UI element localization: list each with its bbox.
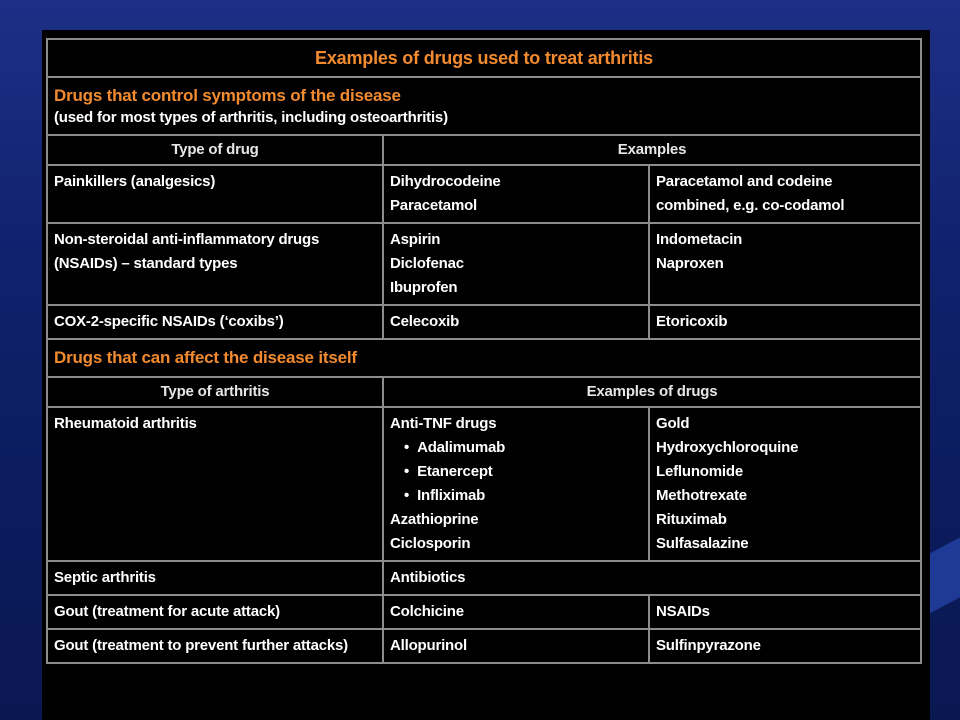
examples-cell (383, 165, 649, 223)
drug-name: Hydroxychloroquine (656, 439, 799, 456)
arthritis-type-cell: Gout (treatment for acute attack) (47, 595, 383, 629)
list-item: • Etanercept (404, 460, 642, 484)
drug-name: Azathioprine (390, 511, 479, 528)
examples-cell: Antibiotics (383, 561, 921, 595)
arthritis-type-cell: Gout (treatment to prevent further attacks) (47, 629, 383, 663)
drug-name: Aspirin (390, 231, 441, 248)
drug-name: Methotrexate (656, 487, 747, 504)
drug-name: Naproxen (656, 255, 724, 272)
section-symptoms-subtitle: (used for most types of arthritis, including osteoarthritis) (54, 109, 448, 126)
examples-cell (649, 223, 921, 305)
section-symptoms-heading (47, 77, 921, 135)
drug-name: Sulfasalazine (656, 535, 749, 552)
section-header-row (47, 339, 921, 377)
drug-name: Indometacin (656, 231, 743, 248)
column-header-examples-of-drugs: Examples of drugs (383, 377, 921, 407)
column-header-type-of-drug: Type of drug (47, 135, 383, 165)
examples-cell (383, 407, 649, 561)
column-header-type-of-arthritis: Type of arthritis (47, 377, 383, 407)
drug-name: Ciclosporin (390, 535, 471, 552)
drug-table-panel (42, 30, 930, 720)
examples-cell (649, 165, 921, 223)
examples-cell: Sulfinpyrazone (649, 629, 921, 663)
drug-name: Etoricoxib (656, 313, 728, 330)
table-row (47, 407, 921, 561)
drug-type-cell: Non-steroidal anti-inflammatory drugs (NSAIDs) – standard types (47, 223, 383, 305)
examples-cell (649, 305, 921, 339)
drug-name: Ibuprofen (390, 279, 458, 296)
drug-group-name: Anti-TNF drugs (390, 415, 497, 432)
drug-name: Rituximab (656, 511, 727, 528)
drug-name: Diclofenac (390, 255, 464, 272)
examples-cell (383, 223, 649, 305)
table-title: Examples of drugs used to treat arthritis (47, 39, 921, 77)
section-symptoms-title: Drugs that control symptoms of the disease (54, 86, 401, 105)
drug-name: Paracetamol and codeine (656, 173, 833, 190)
arthritis-type-cell: Septic arthritis (47, 561, 383, 595)
table-row (47, 305, 921, 339)
table-row (47, 165, 921, 223)
drug-name: Leflunomide (656, 463, 743, 480)
table-row (47, 561, 921, 595)
drug-name: Dihydrocodeine (390, 173, 501, 190)
table-row (47, 629, 921, 663)
anti-tnf-list (390, 436, 642, 508)
drug-name: Celecoxib (390, 313, 460, 330)
section-disease-heading: Drugs that can affect the disease itself (47, 339, 921, 377)
drug-name: Paracetamol (390, 197, 478, 214)
table-row (47, 223, 921, 305)
drug-type-cell: COX-2-specific NSAIDs (‘coxibs’) (47, 305, 383, 339)
table-row (47, 595, 921, 629)
examples-cell: Colchicine (383, 595, 649, 629)
examples-cell: NSAIDs (649, 595, 921, 629)
drug-type-cell: Painkillers (analgesics) (47, 165, 383, 223)
table-title-row (47, 39, 921, 77)
list-item: • Adalimumab (404, 436, 642, 460)
section-header-row (47, 77, 921, 135)
list-item: • Infliximab (404, 484, 642, 508)
column-header-row (47, 135, 921, 165)
drug-name: combined, e.g. co-codamol (656, 197, 845, 214)
column-header-row (47, 377, 921, 407)
arthritis-drug-table (46, 38, 922, 664)
column-header-examples: Examples (383, 135, 921, 165)
examples-cell: Allopurinol (383, 629, 649, 663)
drug-name: Gold (656, 415, 690, 432)
arthritis-type-cell: Rheumatoid arthritis (47, 407, 383, 561)
examples-cell (383, 305, 649, 339)
examples-cell (649, 407, 921, 561)
